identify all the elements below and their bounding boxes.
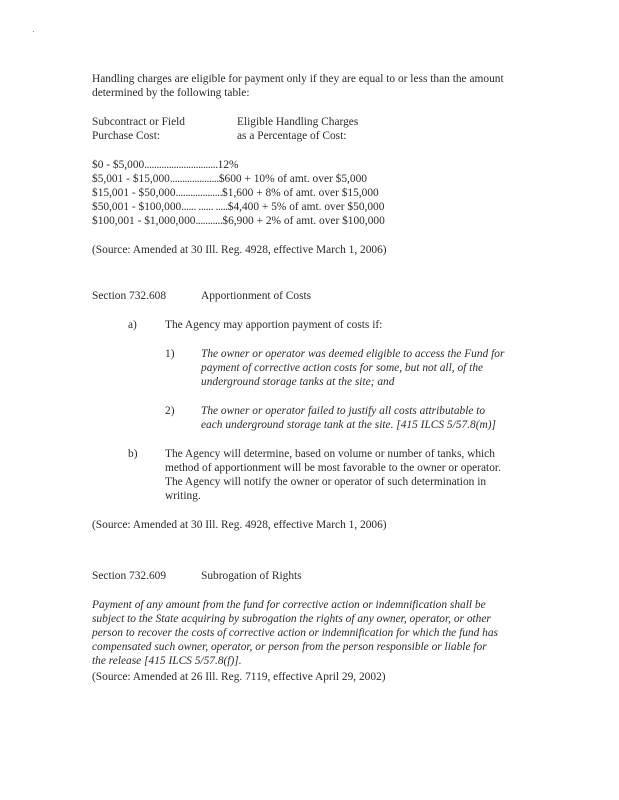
scan-speck [33, 31, 34, 32]
subsection-a-label: a) [128, 319, 137, 331]
row-range: $15,001 - $50,000 [92, 187, 176, 199]
table-header-cost-line-2: Purchase Cost: [92, 130, 161, 142]
section-609-line-2: subject to the State acquiring by subrogation the rights of any owner, operator, or other [92, 613, 491, 625]
section-609-number: Section 732.609 [92, 570, 167, 582]
subsection-b-line-3: The Agency will notify the owner or operator of such determination in [165, 476, 487, 488]
row-leader-dots: ...... ...... ..... [181, 201, 228, 213]
section-609-line-5: the release [415 ILCS 5/57.8(f)]. [92, 655, 242, 667]
row-range: $50,001 - $100,000 [92, 201, 182, 213]
table-row [92, 214, 385, 228]
table-source-note: (Source: Amended at 30 Ill. Reg. 4928, effective March 1, 2006) [92, 244, 387, 256]
table-header-cost-line-1: Subcontract or Field [92, 116, 186, 128]
row-charge: $4,400 + 5% of amt. over $50,000 [227, 201, 385, 213]
item-2-line-2: each underground storage tank at the site. [415 ILCS 5/57.8(m)] [201, 419, 496, 431]
section-608-title: Apportionment of Costs [201, 290, 312, 302]
subsection-a-text: The Agency may apportion payment of costs if: [165, 319, 383, 331]
subsection-b-line-2: method of apportionment will be most favorable to the owner or operator. [165, 462, 501, 474]
item-2-line-1: The owner or operator failed to justify all costs attributable to [201, 405, 486, 417]
subsection-b-line-1: The Agency will determine, based on volume or number of tanks, which [165, 448, 495, 460]
item-1-label: 1) [165, 348, 175, 360]
subsection-b-line-4: writing. [165, 490, 201, 502]
section-609-line-4: compensated such owner, operator, or person from the person responsible or liable for [92, 641, 487, 653]
item-1-line-2: payment of corrective action costs for some, but not all, of the [201, 362, 484, 374]
item-1-line-3: underground storage tanks at the site; and [201, 376, 395, 388]
section-609-title: Subrogation of Rights [201, 570, 302, 582]
row-range: $0 - $5,000 [92, 159, 145, 171]
row-charge: $1,600 + 8% of amt. over $15,000 [222, 187, 379, 199]
row-charge: $600 + 10% of amt. over $5,000 [218, 173, 367, 185]
table-header-charge-line-1: Eligible Handling Charges [237, 116, 359, 128]
row-charge: 12% [217, 159, 239, 171]
item-2-label: 2) [165, 405, 175, 417]
row-charge: $6,900 + 2% of amt. over $100,000 [222, 215, 385, 227]
subsection-b-label: b) [128, 448, 138, 460]
table-header-charge-line-2: as a Percentage of Cost: [237, 130, 347, 142]
section-608-number: Section 732.608 [92, 290, 167, 302]
row-range: $5,001 - $15,000 [92, 173, 170, 185]
section-609-source-note: (Source: Amended at 26 Ill. Reg. 7119, effective April 29, 2002) [92, 671, 386, 683]
section-608-source-note: (Source: Amended at 30 Ill. Reg. 4928, effective March 1, 2006) [92, 519, 387, 531]
table-row [92, 158, 239, 172]
table-row [92, 200, 384, 214]
item-1-line-1: The owner or operator was deemed eligible to access the Fund for [201, 348, 505, 360]
row-leader-dots: .................... [169, 173, 219, 185]
intro-line-1: Handling charges are eligible for payment only if they are equal to or less than the amount [92, 73, 504, 85]
row-range: $100,001 - $1,000,000 [92, 215, 196, 227]
table-row [92, 186, 379, 200]
section-609-line-3: person to recover the costs of corrective action or indemnification for which the fund has [92, 627, 498, 639]
intro-line-2: determined by the following table: [92, 87, 250, 99]
row-leader-dots: .............................. [144, 159, 218, 171]
section-609-line-1: Payment of any amount from the fund for corrective action or indemnification shall be [92, 599, 486, 611]
row-leader-dots: ........... [195, 215, 223, 227]
row-leader-dots: ................... [175, 187, 223, 199]
table-row [92, 172, 367, 186]
